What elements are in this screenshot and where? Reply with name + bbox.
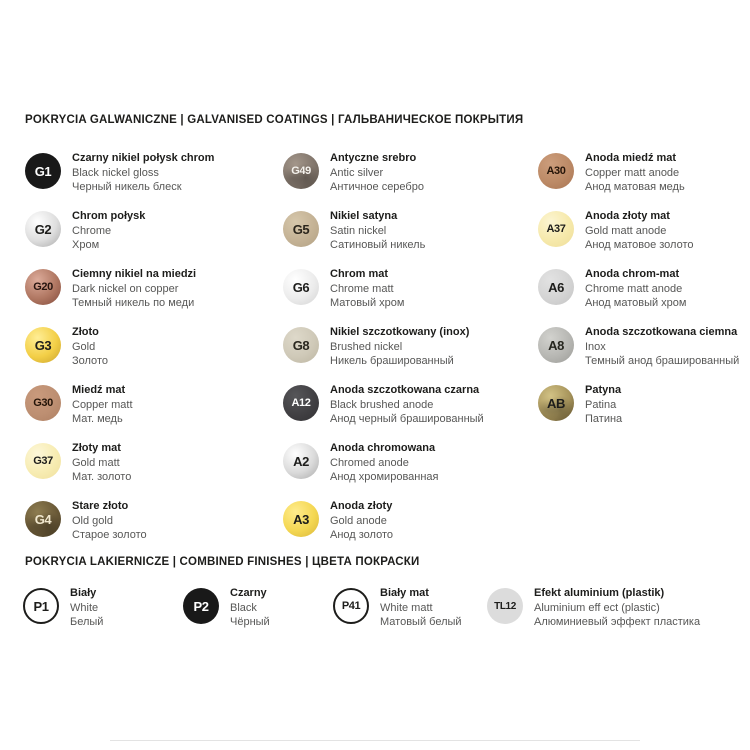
finish-code-label: G8	[292, 337, 310, 353]
finish-swatch-circle	[333, 588, 369, 624]
finish-swatch-circle	[283, 211, 319, 247]
finish-swatch-circle	[25, 501, 61, 537]
finish-row	[25, 441, 275, 499]
finish-names	[230, 586, 270, 630]
finish-names	[534, 586, 700, 630]
finish-name-pl: Chrom połysk	[72, 210, 146, 222]
finish-swatch-circle	[538, 385, 574, 421]
finish-swatch-circle	[283, 269, 319, 305]
finish-name-en: Inox	[585, 340, 606, 353]
finish-name-pl: Patyna	[585, 384, 622, 396]
finish-swatch-circle	[23, 588, 59, 624]
finish-swatch-circle	[25, 153, 61, 189]
finish-name-ru: Мат. золото	[72, 471, 132, 483]
finish-name-ru: Античное серебро	[330, 181, 424, 193]
finish-code-label: G6	[292, 279, 310, 295]
finish-row	[283, 151, 531, 209]
finish-name-pl: Stare złoto	[72, 500, 129, 512]
finish-code-label: G30	[33, 397, 53, 409]
finish-name-en: Gold matt	[72, 456, 120, 469]
finish-name-pl: Złoty mat	[72, 442, 121, 454]
finish-name-ru: Золото	[72, 355, 108, 367]
finish-names	[72, 499, 147, 543]
finish-name-pl: Anoda złoty mat	[585, 210, 670, 222]
finish-code-label: G3	[34, 337, 52, 353]
finish-name-ru: Алюминиевый эффект пластика	[534, 616, 701, 628]
finish-code-label: A37	[546, 223, 566, 235]
finish-name-en: Patina	[585, 398, 617, 411]
finish-name-ru: Анод матовая медь	[585, 181, 685, 193]
finish-name-ru: Темный никель по меди	[72, 297, 195, 309]
finish-row	[183, 586, 270, 630]
finish-swatch-circle	[25, 385, 61, 421]
finish-swatch-circle	[283, 385, 319, 421]
finish-names	[585, 383, 622, 427]
finish-name-en: Chromed anode	[330, 456, 409, 469]
finish-names	[330, 209, 425, 253]
finish-name-pl: Biały mat	[380, 587, 429, 599]
finish-name-ru: Чёрный	[230, 616, 270, 628]
finish-code-label: G5	[292, 221, 310, 237]
finish-name-ru: Анод черный брашированный	[330, 413, 484, 425]
finish-name-en: Dark nickel on copper	[72, 282, 179, 295]
finish-name-en: Black brushed anode	[330, 398, 434, 411]
finish-swatch-circle	[487, 588, 523, 624]
finish-name-ru: Анод матовое золото	[585, 239, 694, 251]
finish-names	[585, 325, 739, 369]
finish-swatch-circle	[25, 443, 61, 479]
page-divider	[110, 740, 640, 741]
finish-code-label: A6	[548, 279, 564, 295]
finish-row	[538, 383, 738, 441]
finish-code-label: P2	[193, 598, 209, 614]
finish-row	[333, 586, 462, 630]
finish-swatch-circle	[283, 327, 319, 363]
finish-name-en: Gold	[72, 340, 96, 353]
finish-name-pl: Nikiel szczotkowany (inox)	[330, 326, 470, 338]
finish-code-label: G20	[33, 281, 53, 293]
finish-name-en: Brushed nickel	[330, 340, 403, 353]
finish-name-en: White	[70, 601, 99, 614]
finish-names	[330, 499, 393, 543]
finish-name-en: Chrome matt anode	[585, 282, 683, 295]
finish-name-ru: Анод хромированная	[330, 471, 439, 483]
section-header-lacquer: POKRYCIA LAKIERNICZE | COMBINED FINISHES | ЦВЕТА ПОКРАСКИ	[25, 556, 420, 568]
finish-row	[538, 209, 738, 267]
finish-name-ru: Патина	[585, 413, 623, 425]
finish-swatch-circle	[25, 269, 61, 305]
finish-row	[25, 151, 275, 209]
finish-code-label: P1	[33, 598, 49, 614]
finish-name-pl: Ciemny nikiel na miedzi	[72, 268, 197, 280]
finish-names	[72, 441, 131, 485]
finish-code-label: TL12	[494, 600, 516, 612]
finish-row	[538, 325, 738, 383]
finish-names	[380, 586, 462, 630]
finish-name-pl: Czarny	[230, 587, 267, 599]
finish-name-ru: Темный анод брашированный	[585, 355, 740, 367]
galvanised-column	[538, 151, 738, 441]
finish-row	[283, 209, 531, 267]
finish-name-en: Copper matt	[72, 398, 133, 411]
finish-swatch-circle	[283, 443, 319, 479]
finish-name-pl: Efekt aluminium (plastik)	[534, 587, 665, 599]
finish-swatch-circle	[183, 588, 219, 624]
finish-code-label: G49	[291, 165, 311, 177]
finish-row	[487, 586, 700, 630]
finish-name-en: White matt	[380, 601, 433, 614]
finish-name-ru: Хром	[72, 239, 100, 251]
finish-name-en: Black	[230, 601, 257, 614]
finish-names	[72, 151, 214, 195]
finish-swatch-circle	[538, 327, 574, 363]
finish-swatch-circle	[25, 327, 61, 363]
finish-row	[25, 499, 275, 557]
finish-code-label: AB	[547, 395, 565, 411]
finish-name-en: Chrome matt	[330, 282, 394, 295]
finish-name-en: Gold anode	[330, 514, 387, 527]
finish-name-ru: Анод матовый хром	[585, 297, 687, 309]
finish-names	[330, 151, 424, 195]
finish-name-pl: Anoda chromowana	[330, 442, 436, 454]
finish-swatch-circle	[283, 501, 319, 537]
finish-name-en: Satin nickel	[330, 224, 387, 237]
finish-row	[23, 586, 103, 630]
finish-name-ru: Сатиновый никель	[330, 239, 426, 251]
finish-name-ru: Белый	[70, 616, 104, 628]
finish-name-pl: Miedź mat	[72, 384, 126, 396]
finish-names	[72, 325, 108, 369]
finish-code-label: A3	[293, 511, 309, 527]
finish-code-label: G1	[34, 163, 52, 179]
finish-code-label: A30	[546, 165, 566, 177]
finish-row	[25, 325, 275, 383]
finish-name-pl: Biały	[70, 587, 97, 599]
finish-code-label: G2	[34, 221, 52, 237]
finish-swatch-circle	[538, 269, 574, 305]
finish-name-en: Gold matt anode	[585, 224, 667, 237]
finish-row	[538, 267, 738, 325]
finish-name-pl: Anoda szczotkowana ciemna	[585, 326, 738, 338]
finish-name-ru: Мат. медь	[72, 413, 123, 425]
finish-names	[585, 151, 685, 195]
finish-name-pl: Anoda szczotkowana czarna	[330, 384, 480, 396]
finish-names	[330, 383, 484, 427]
galvanised-column	[25, 151, 275, 557]
finish-names	[585, 267, 686, 311]
finish-name-en: Black nickel gloss	[72, 166, 159, 179]
galvanised-column	[283, 151, 531, 557]
finish-row	[283, 267, 531, 325]
finish-name-en: Old gold	[72, 514, 113, 527]
finish-name-ru: Матовый хром	[330, 297, 405, 309]
finish-name-pl: Anoda chrom-mat	[585, 268, 680, 280]
finish-name-en: Chrome	[72, 224, 112, 237]
finish-code-label: A2	[293, 453, 309, 469]
finish-swatch-circle	[283, 153, 319, 189]
finish-name-ru: Никель брашированный	[330, 355, 454, 367]
finish-name-en: Aluminium eff ect (plastic)	[534, 601, 660, 614]
finish-names	[72, 267, 196, 311]
finish-name-pl: Nikiel satyna	[330, 210, 398, 222]
finish-names	[72, 383, 133, 427]
finish-names	[330, 267, 404, 311]
finish-name-pl: Anoda złoty	[330, 500, 393, 512]
finish-name-pl: Chrom mat	[330, 268, 389, 280]
finish-names	[585, 209, 694, 253]
finish-row	[283, 441, 531, 499]
finish-name-ru: Старое золото	[72, 529, 147, 541]
finish-swatch-circle	[538, 211, 574, 247]
finish-name-pl: Anoda miedź mat	[585, 152, 677, 164]
finish-code-label: G37	[33, 455, 53, 467]
finish-row	[283, 499, 531, 557]
finish-row	[538, 151, 738, 209]
finish-code-label: G4	[34, 511, 52, 527]
finish-names	[330, 441, 439, 485]
finish-code-label: P41	[341, 600, 361, 612]
finish-name-pl: Złoto	[72, 326, 99, 338]
finish-name-pl: Antyczne srebro	[330, 152, 417, 164]
finish-row	[25, 267, 275, 325]
finish-name-ru: Анод золото	[330, 529, 394, 541]
finish-name-ru: Матовый белый	[380, 616, 462, 628]
finish-row	[283, 383, 531, 441]
finish-row	[283, 325, 531, 383]
finish-row	[25, 209, 275, 267]
finish-name-en: Antic silver	[330, 166, 384, 179]
finish-names	[70, 586, 103, 630]
finish-code-label: A8	[548, 337, 564, 353]
finish-name-ru: Черный никель блеск	[72, 181, 182, 193]
finish-names	[72, 209, 145, 253]
section-header-galvanised: POKRYCIA GALWANICZNE | GALVANISED COATINGS | ГАЛЬВАНИЧЕСКОЕ ПОКРЫТИЯ	[25, 114, 524, 126]
finish-row	[25, 383, 275, 441]
finish-names	[330, 325, 469, 369]
finish-swatch-circle	[25, 211, 61, 247]
finish-name-pl: Czarny nikiel połysk chrom	[72, 152, 215, 164]
finish-code-label: A12	[291, 397, 311, 409]
finish-name-en: Copper matt anode	[585, 166, 680, 179]
finish-swatch-circle	[538, 153, 574, 189]
